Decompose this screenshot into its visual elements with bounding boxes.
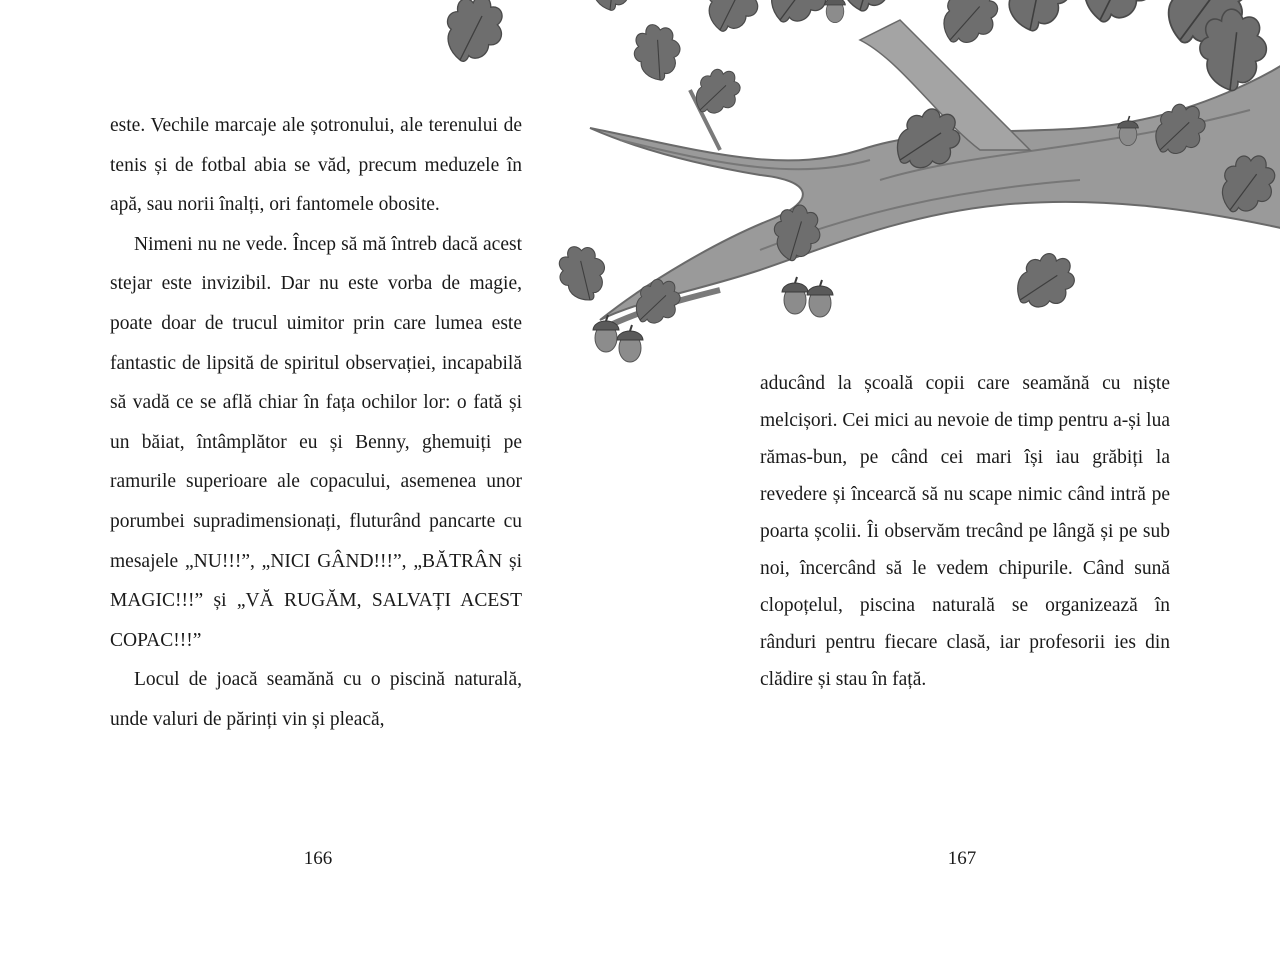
paragraph: Nimeni nu ne vede. Încep să mă întreb dacă acest stejar este invizibil. Dar nu este vorba de magie, poate doar de trucul uimitor prin care lumea este fantastic de lipsită de spiritul observației, incapabilă să vadă ce se află chiar în fața ochilor lor: o fată și un băiat, întâmplător eu și Benny, ghemuiți pe ramurile superioare ale copacului, asemenea unor porumbei supradimensionați, fluturând pancarte cu mesajele „NU!!!”, „NICI GÂND!!!”, „BĂTRÂN și MAGIC!!!” și „VĂ RUGĂM, SALVAȚI ACEST COPAC!!!” [110,233,522,651]
paragraph: este. Vechile marcaje ale șotronului, ale terenului de tenis și de fotbal abia se văd, precum meduzele în apă, sau norii înalți, ori fantomele obosite. [110,115,522,216]
right-page [640,0,1280,960]
page-number: 166 [303,848,333,869]
page-number: 167 [947,848,977,869]
paragraph: aducând la școală copii care seamănă cu niște melcișori. Cei mici au nevoie de timp pentru a-și lua rămas-bun, pe când cei mari își iau grăbiți la revedere și încearcă să nu scape nimic când intră pe poarta școlii. Îi observăm trecând pe lângă și pe sub noi, încercând să le vedem chipurile. Când sună clopoțelul, piscina naturală se organizează în rânduri pentru fiecare clasă, iar profesorii ies din clădire și stau în față. [760,373,1170,690]
paragraph: Locul de joacă seamănă cu o piscină naturală, unde valuri de părinți vin și pleacă, [110,669,522,730]
left-page-text [110,106,522,740]
right-page-text [760,365,1170,698]
